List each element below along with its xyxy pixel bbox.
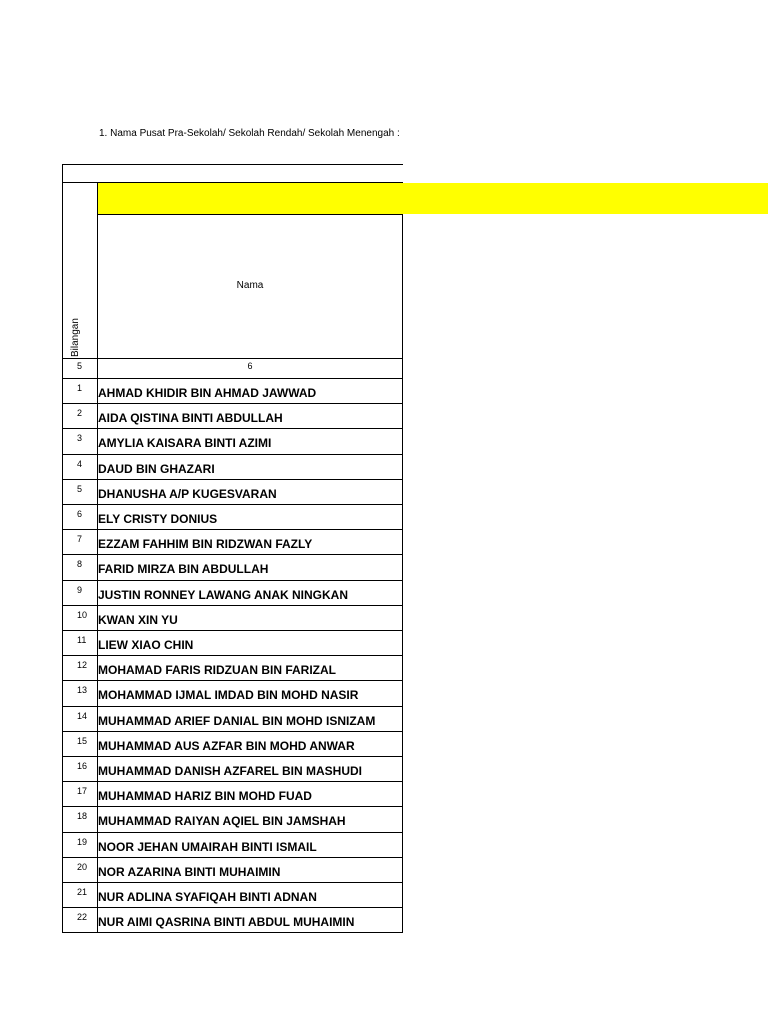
student-name: EZZAM FAHHIM BIN RIDZWAN FAZLY (98, 537, 313, 552)
student-name: LIEW XIAO CHIN (98, 638, 194, 652)
student-name: KWAN XIN YU (98, 612, 178, 627)
row-number: 3 (77, 433, 83, 444)
table-border-colnum (62, 358, 403, 359)
row-number: 4 (77, 458, 83, 469)
student-name: MUHAMMAD RAIYAN AQIEL BIN JAMSHAH (98, 814, 346, 829)
row-number: 18 (77, 811, 88, 822)
student-name: JUSTIN RONNEY LAWANG ANAK NINGKAN (98, 587, 349, 602)
table-row-border (62, 781, 403, 782)
table-row-border (62, 806, 403, 807)
nama-header: Nama (236, 280, 264, 291)
table-border-right (402, 214, 403, 933)
row-number: 20 (77, 861, 88, 872)
row-number: 10 (77, 609, 88, 620)
table-row-border (62, 580, 403, 581)
row-number: 1 (77, 383, 83, 393)
student-name: AMYLIA KAISARA BINTI AZIMI (98, 436, 272, 451)
row-number: 12 (77, 660, 88, 671)
table-border-top (62, 164, 403, 165)
row-number: 5 (77, 483, 83, 494)
row-number: 14 (77, 710, 88, 721)
student-name: AIDA QISTINA BINTI ABDULLAH (98, 411, 283, 426)
table-row-border (62, 680, 403, 681)
row-number: 15 (77, 735, 88, 746)
table-border-header-sub (97, 214, 403, 215)
row-number: 2 (77, 408, 83, 419)
table-row-border (62, 756, 403, 757)
table-row-border (62, 655, 403, 656)
student-name: NOR AZARINA BINTI MUHAIMIN (98, 864, 281, 879)
row-number: 7 (77, 534, 83, 545)
student-name: FARID MIRZA BIN ABDULLAH (98, 562, 269, 577)
row-number: 22 (77, 912, 88, 923)
bilangan-header: Bilangan (70, 318, 81, 357)
student-name: DHANUSHA A/P KUGESVARAN (98, 486, 277, 501)
row-number: 11 (77, 635, 87, 645)
table-row-border (62, 882, 403, 883)
header-highlight (97, 183, 768, 214)
row-number: 19 (77, 836, 88, 847)
table-row-border (62, 857, 403, 858)
student-name: MUHAMMAD DANISH AZFAREL BIN MASHUDI (98, 764, 362, 778)
table-row-border (62, 605, 403, 606)
table-row-border (62, 832, 403, 833)
student-name: MUHAMMAD ARIEF DANIAL BIN MOHD ISNIZAM (98, 713, 376, 728)
table-row-border (62, 454, 403, 455)
student-name: MUHAMMAD HARIZ BIN MOHD FUAD (98, 789, 312, 804)
table-row-border (62, 428, 403, 429)
table-row-border (62, 529, 403, 530)
table-row-border (62, 630, 403, 631)
col-number-nama: 6 (247, 361, 253, 371)
student-name: AHMAD KHIDIR BIN AHMAD JAWWAD (98, 386, 317, 400)
col-number-bilangan: 5 (77, 361, 83, 371)
table-row-border (62, 731, 403, 732)
table-row-border (62, 504, 403, 505)
row-number: 13 (77, 685, 88, 696)
table-row-border (62, 554, 403, 555)
form-header-label: 1. Nama Pusat Pra-Sekolah/ Sekolah Rendah/ Sekolah Menengah : (99, 128, 400, 139)
row-number: 17 (77, 786, 88, 797)
row-number: 16 (77, 761, 88, 771)
student-name: MOHAMAD FARIS RIDZUAN BIN FARIZAL (98, 663, 336, 678)
table-row-border (62, 706, 403, 707)
student-name: NOOR JEHAN UMAIRAH BINTI ISMAIL (98, 839, 317, 854)
table-row-border (62, 479, 403, 480)
table-row-border (62, 403, 403, 404)
row-number: 9 (77, 584, 83, 595)
table-border-header (62, 182, 403, 183)
table-row-border (62, 932, 403, 933)
student-name: NUR ADLINA SYAFIQAH BINTI ADNAN (98, 890, 317, 904)
table-row-border (62, 378, 403, 379)
student-name: DAUD BIN GHAZARI (98, 461, 215, 476)
student-name: MOHAMMAD IJMAL IMDAD BIN MOHD NASIR (98, 688, 359, 703)
table-row-border (62, 907, 403, 908)
student-name: MUHAMMAD AUS AZFAR BIN MOHD ANWAR (98, 738, 355, 753)
row-number: 8 (77, 559, 83, 570)
student-name: ELY CRISTY DONIUS (98, 512, 218, 526)
row-number: 6 (77, 509, 83, 519)
student-name: NUR AIMI QASRINA BINTI ABDUL MUHAIMIN (98, 915, 355, 930)
row-number: 21 (77, 887, 88, 897)
